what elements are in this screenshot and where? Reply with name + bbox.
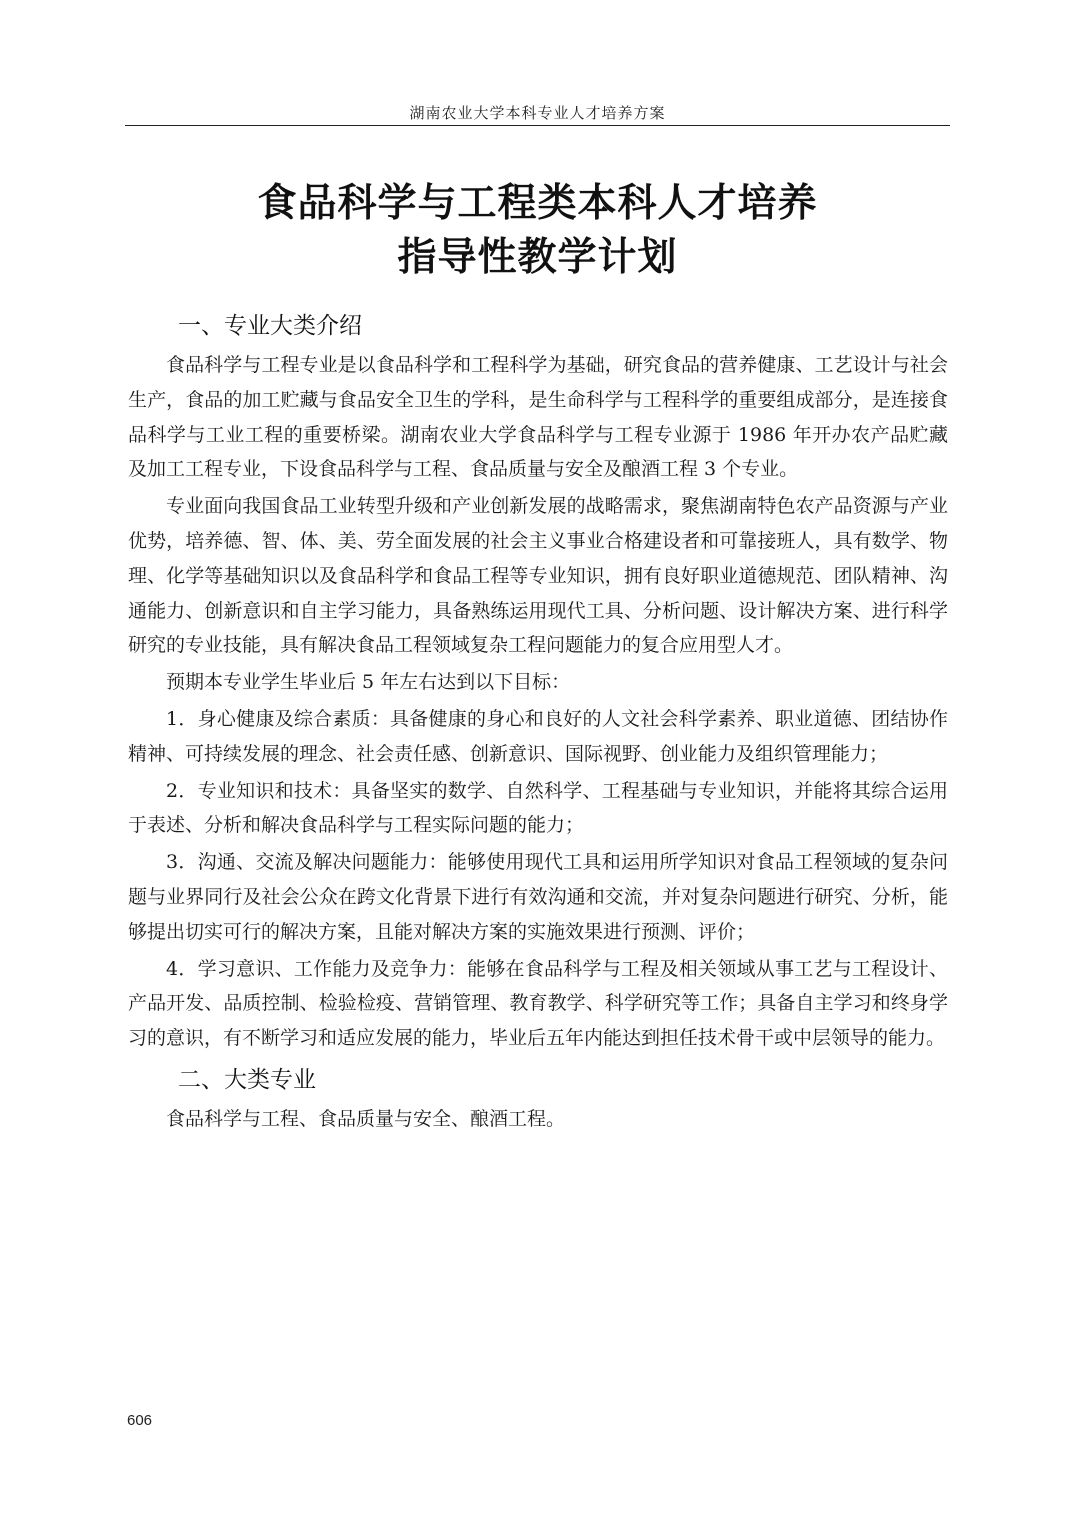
goal-item-1: 1．身心健康及综合素质：具备健康的身心和良好的人文社会科学素养、职业道德、团结协作精神、可持续发展的理念、社会责任感、创新意识、国际视野、创业能力及组织管理能力； xyxy=(128,707,948,765)
paragraph-majors: 食品科学与工程、食品质量与安全、酿酒工程。 xyxy=(166,1107,566,1130)
goal-item-2: 2．专业知识和技术：具备坚实的数学、自然科学、工程基础与专业知识，并能将其综合运用于表述、分析和解决食品科学与工程实际问题的能力； xyxy=(128,779,948,837)
section-heading-2: 二、大类专业 xyxy=(178,1066,316,1093)
title-line-2: 指导性教学计划 xyxy=(397,234,678,280)
document-body xyxy=(128,308,948,1139)
running-header: 湖南农业大学本科专业人才培养方案 xyxy=(409,104,666,122)
page-number: 606 xyxy=(127,1412,153,1429)
paragraph-intro: 食品科学与工程专业是以食品科学和工程科学为基础，研究食品的营养健康、工艺设计与社会生产，食品的加工贮藏与食品安全卫生的学科，是生命科学与工程科学的重要组成部分，是连接食品科学与工业工程的重要桥梁。湖南农业大学食品科学与工程专业源于 1986 年开办农产品贮藏及加工工程专业，下设食品科学与工程、食品质量与安全及酿酒工程 3 个专业。 xyxy=(128,354,948,481)
title-line-1: 食品科学与工程类本科人才培养 xyxy=(257,180,818,226)
paragraph-orientation: 专业面向我国食品工业转型升级和产业创新发展的战略需求，聚焦湖南特色农产品资源与产业优势，培养德、智、体、美、劳全面发展的社会主义事业合格建设者和可靠接班人，具有数学、物理、化学等基础知识以及食品科学和食品工程等专业知识，拥有良好职业道德规范、团队精神、沟通能力、创新意识和自主学习能力，具备熟练运用现代工具、分析问题、设计解决方案、进行科学研究的专业技能，具有解决食品工程领域复杂工程问题能力的复合应用型人才。 xyxy=(128,495,948,657)
header-divider xyxy=(125,125,950,126)
section-heading-1: 一、专业大类介绍 xyxy=(178,313,362,339)
goal-item-4: 4．学习意识、工作能力及竞争力：能够在食品科学与工程及相关领域从事工艺与工程设计、产品开发、品质控制、检验检疫、营销管理、教育教学、科学研究等工作；具备自主学习和终身学习的意识，有不断学习和适应发展的能力，毕业后五年内能达到担任技术骨干或中层领导的能力。 xyxy=(128,957,948,1050)
goal-item-3: 3．沟通、交流及解决问题能力：能够使用现代工具和运用所学知识对食品工程领域的复杂问题与业界同行及社会公众在跨文化背景下进行有效沟通和交流，并对复杂问题进行研究、分析，能够提出切实可行的解决方案，且能对解决方案的实施效果进行预测、评价； xyxy=(128,851,948,943)
document-title xyxy=(125,176,950,284)
paragraph-goals-lead: 预期本专业学生毕业后 5 年左右达到以下目标： xyxy=(166,671,571,694)
